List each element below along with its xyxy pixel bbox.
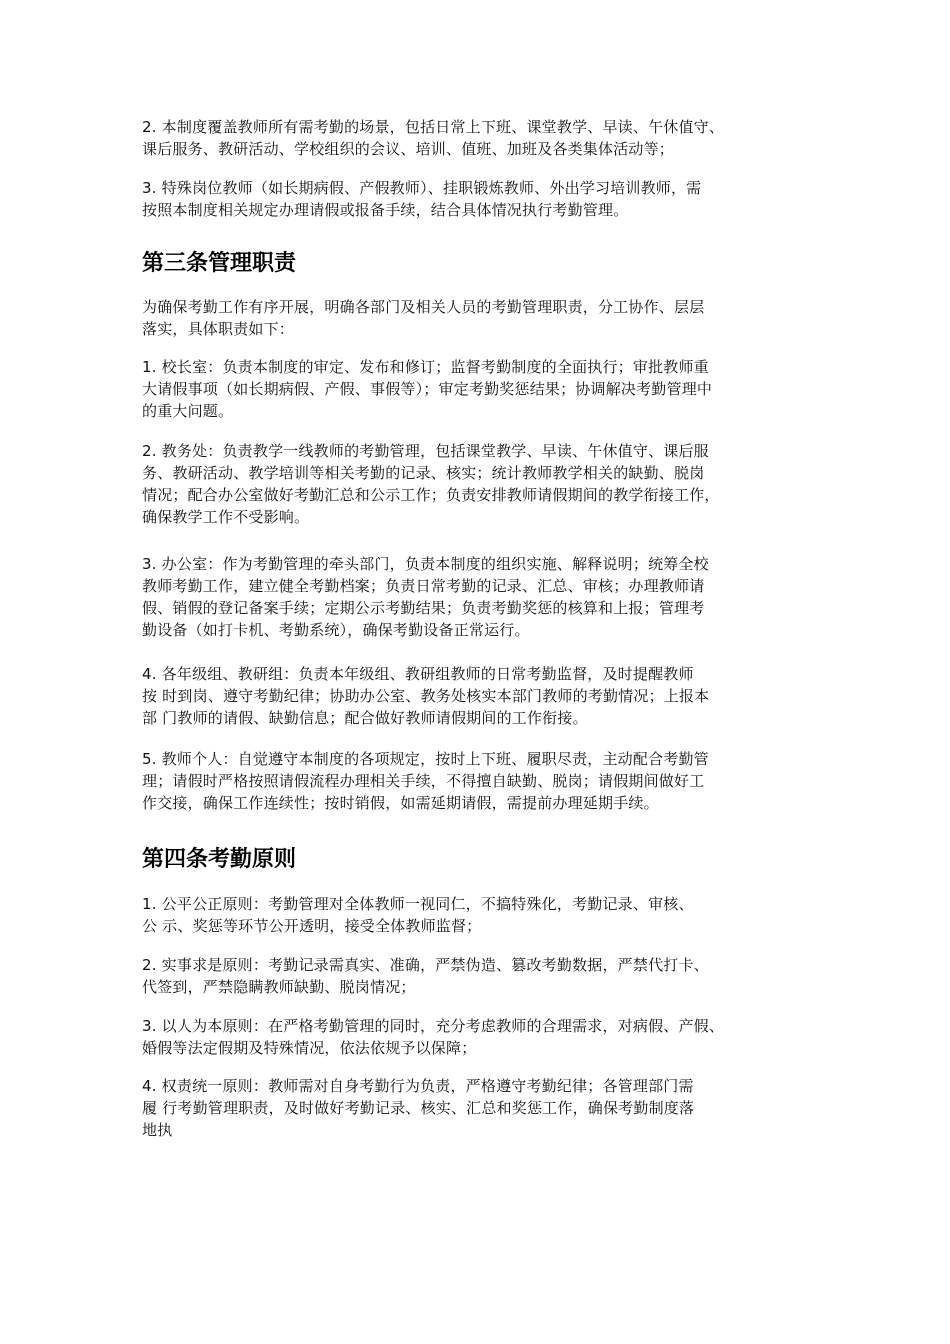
text-line: 3. 以人为本原则：在严格考勤管理的同时，充分考虑教师的合理需求，对病假、产假、 (142, 1017, 725, 1035)
text-line: 课后服务、教研活动、学校组织的会议、培训、值班、加班及各类集体活动等； (142, 140, 675, 158)
duty-item-principal (142, 356, 822, 422)
principle-item-fairness (142, 893, 822, 937)
text-line: 按 时到岗、遵守考勤纪律；协助办公室、教务处核实本部门教师的考勤情况；上报本 (142, 687, 710, 705)
paragraph-scope-2 (142, 116, 822, 160)
text-line: 4. 权责统一原则：教师需对自身考勤行为负责，严格遵守考勤纪律；各管理部门需 (142, 1077, 694, 1095)
duty-item-academic-office (142, 440, 822, 528)
text-line: 3. 特殊岗位教师（如长期病假、产假教师）、挂职锻炼教师、外出学习培训教师，需 (142, 179, 702, 197)
principle-item-people-oriented (142, 1015, 822, 1059)
text-line: 1. 公平公正原则：考勤管理对全体教师一视同仁，不搞特殊化，考勤记录、审核、 (142, 895, 694, 913)
text-line: 勤设备（如打卡机、考勤系统），确保考勤设备正常运行。 (142, 621, 530, 639)
text-line: 1. 校长室：负责本制度的审定、发布和修订；监督考勤制度的全面执行；审批教师重 (142, 358, 709, 376)
text-line: 公 示、奖惩等环节公开透明，接受全体教师监督； (142, 917, 482, 935)
text-line: 2. 实事求是原则：考勤记录需真实、准确，严禁伪造、篡改考勤数据，严禁代打卡、 (142, 956, 709, 974)
section-heading-article-4: 第四条考勤原则 (142, 847, 297, 872)
text-line: 确保教学工作不受影响。 (142, 508, 310, 526)
principle-item-responsibility (142, 1075, 822, 1141)
text-line: 理；请假时严格按照请假流程办理相关手续，不得擅自缺勤、脱岗；请假期间做好工 (142, 772, 705, 790)
text-line: 2. 本制度覆盖教师所有需考勤的场景，包括日常上下班、课堂教学、早读、午休值守、 (142, 118, 725, 136)
duty-item-teachers (142, 748, 822, 814)
duty-item-general-office (142, 553, 822, 641)
text-line: 按照本制度相关规定办理请假或报备手续，结合具体情况执行考勤管理。 (142, 201, 629, 219)
principle-item-truthfulness (142, 954, 822, 998)
text-line: 地执 (142, 1121, 173, 1139)
text-line: 3. 办公室：作为考勤管理的牵头部门，负责本制度的组织实施、解释说明；统筹全校 (142, 555, 709, 573)
text-line: 假、销假的登记备案手续；定期公示考勤结果；负责考勤奖惩的核算和上报；管理考 (142, 599, 705, 617)
duty-item-grade-groups (142, 663, 822, 729)
paragraph-scope-3 (142, 177, 822, 221)
text-line: 5. 教师个人：自觉遵守本制度的各项规定，按时上下班、履职尽责，主动配合考勤管 (142, 750, 709, 768)
section-heading-article-3: 第三条管理职责 (142, 251, 297, 276)
text-line: 为确保考勤工作有序开展，明确各部门及相关人员的考勤管理职责，分工协作、层层 (142, 298, 705, 316)
text-line: 代签到，严禁隐瞒教师缺勤、脱岗情况； (142, 978, 416, 996)
text-line: 2. 教务处：负责教学一线教师的考勤管理，包括课堂教学、早读、午休值守、课后服 (142, 442, 709, 460)
text-line: 情况；配合办公室做好考勤汇总和公示工作；负责安排教师请假期间的教学衔接工作， (142, 486, 720, 504)
text-line: 履 行考勤管理职责，及时做好考勤记录、核实、汇总和奖惩工作，确保考勤制度落 (142, 1099, 695, 1117)
text-line: 部 门教师的请假、缺勤信息；配合做好教师请假期间的工作衔接。 (142, 709, 588, 727)
text-line: 务、教研活动、教学培训等相关考勤的记录、核实；统计教师教学相关的缺勤、脱岗 (142, 464, 705, 482)
text-line: 教师考勤工作，建立健全考勤档案；负责日常考勤的记录、汇总、审核；办理教师请 (142, 577, 705, 595)
section3-intro (142, 296, 822, 340)
text-line: 的重大问题。 (142, 402, 234, 420)
text-line: 4. 各年级组、教研组：负责本年级组、教研组教师的日常考勤监督，及时提醒教师 (142, 665, 694, 683)
text-line: 落实，具体职责如下： (142, 320, 295, 338)
text-line: 婚假等法定假期及特殊情况，依法依规予以保障； (142, 1039, 477, 1057)
text-line: 作交接，确保工作连续性；按时销假，如需延期请假，需提前办理延期手续。 (142, 794, 659, 812)
text-line: 大请假事项（如长期病假、产假、事假等）；审定考勤奖惩结果；协调解决考勤管理中 (142, 380, 713, 398)
